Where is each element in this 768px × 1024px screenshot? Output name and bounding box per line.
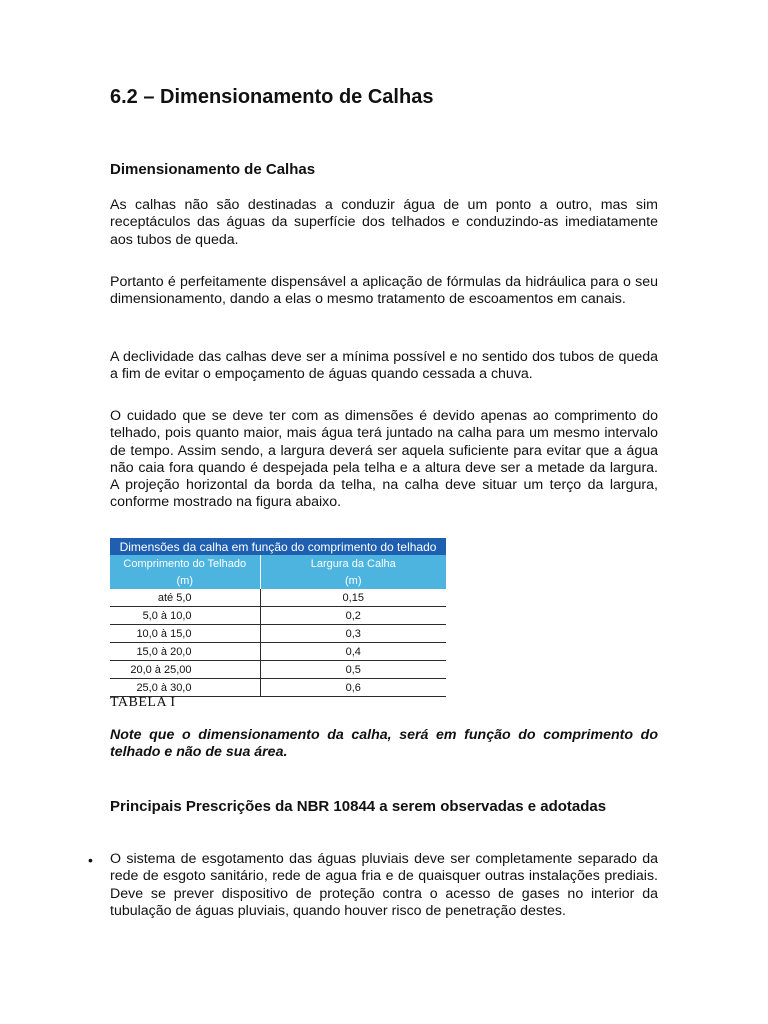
table-title: Dimensões da calha em função do comprimento do telhado: [110, 538, 446, 555]
note-paragraph: Note que o dimensionamento da calha, será em função do comprimento do telhado e não de sua área.: [110, 727, 658, 761]
table-cell-length: 15,0 à 20,0: [110, 643, 260, 661]
table-header-width: Largura da Calha: [260, 555, 446, 572]
table-cell-width: 0,15: [260, 589, 446, 607]
table-row: [110, 679, 446, 697]
paragraph-2: Portanto é perfeitamente dispensável a aplicação de fórmulas da hidráulica para o seu dimensionamento, dando a elas o mesmo tratamento de escoamentos em canais.: [110, 274, 658, 308]
table-row: [110, 661, 446, 679]
table-row: [110, 643, 446, 661]
table-cell-length: 10,0 à 15,0: [110, 625, 260, 643]
table-cell-width: 0,5: [260, 661, 446, 679]
table-cell-length: 25,0 à 30,0: [110, 679, 260, 697]
section-title: 6.2 – Dimensionamento de Calhas: [110, 86, 434, 108]
table-caption: TABELA I: [110, 695, 176, 710]
table-cell-length: até 5,0: [110, 589, 260, 607]
subsection-title: Dimensionamento de Calhas: [110, 161, 316, 178]
table-cell-width: 0,6: [260, 679, 446, 697]
table-row: [110, 607, 446, 625]
nbr-section-heading: Principais Prescrições da NBR 10844 a serem observadas e adotadas: [110, 798, 607, 815]
bullet-icon: •: [88, 852, 93, 868]
table-cell-length: 20,0 à 25,00: [110, 661, 260, 679]
list-item: O sistema de esgotamento das águas pluviais deve ser completamente separado da rede de esgoto sanitário, rede de agua fria e de quaisquer outras instalações prediais. Deve se prever dispositivo de proteção contra o acesso de gases no interior da tubulação de águas pluviais, quando houver risco de penetração destes.: [110, 851, 658, 919]
table-cell-width: 0,3: [260, 625, 446, 643]
table-row: [110, 589, 446, 607]
table-row: [110, 625, 446, 643]
table-unit-length: (m): [110, 572, 260, 589]
table-header-length: Comprimento do Telhado: [110, 555, 260, 572]
table-unit-width: (m): [260, 572, 446, 589]
table-cell-width: 0,4: [260, 643, 446, 661]
paragraph-4: O cuidado que se deve ter com as dimensões é devido apenas ao comprimento do telhado, pois quanto maior, mais água terá juntado na calha para um mesmo intervalo de tempo. Assim sendo, a largura deverá ser aquela suficiente para evitar que a água não caia fora quando é despejada pela telha e a altura deve ser a metade da largura. A projeção horizontal da borda da telha, na calha deve situar um terço da largura, conforme mostrado na figura abaixo.: [110, 408, 658, 511]
paragraph-3: A declividade das calhas deve ser a mínima possível e no sentido dos tubos de queda a fim de evitar o empoçamento de águas quando cessada a chuva.: [110, 349, 658, 383]
paragraph-1: As calhas não são destinadas a conduzir água de um ponto a outro, mas sim receptáculos das águas da superfície dos telhados e conduzindo-as imediatamente aos tubos de queda.: [110, 197, 658, 248]
table-cell-width: 0,2: [260, 607, 446, 625]
table-cell-length: 5,0 à 10,0: [110, 607, 260, 625]
gutter-dimension-table: [110, 538, 446, 697]
